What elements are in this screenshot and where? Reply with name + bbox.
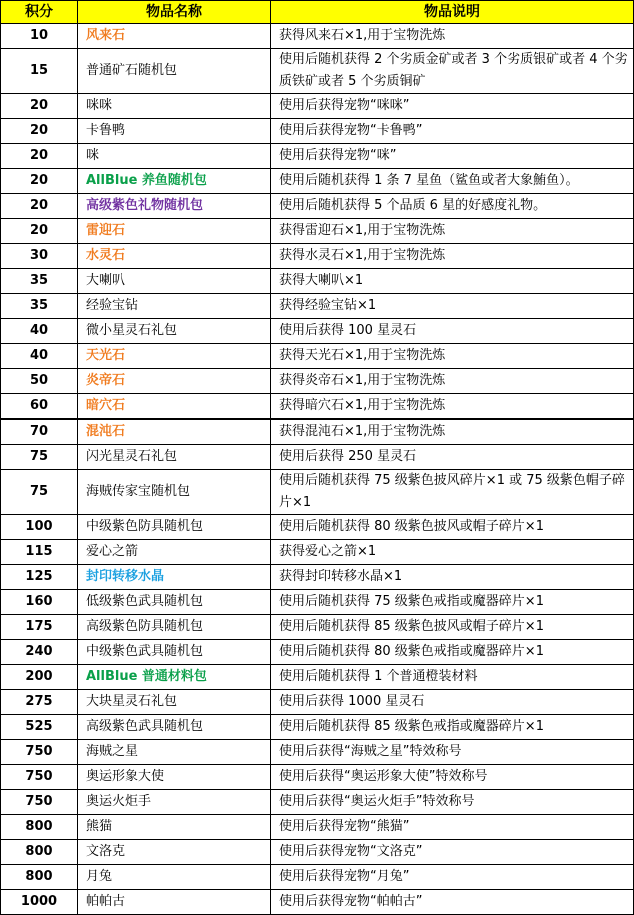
header-item-description: 物品说明	[271, 1, 634, 24]
item-description-cell: 使用后随机获得 75 级紫色戒指或魔器碎片×1	[271, 590, 634, 615]
item-name-cell: 中级紫色武具随机包	[78, 640, 271, 665]
item-name-cell: 奥运火炬手	[78, 790, 271, 815]
table-row	[1, 540, 634, 565]
item-name-cell: 水灵石	[78, 244, 271, 269]
points-cell: 75	[1, 445, 78, 470]
item-description-cell: 获得封印转移水晶×1	[271, 565, 634, 590]
table-row	[1, 470, 634, 515]
item-name-cell: 熊猫	[78, 815, 271, 840]
item-description-cell: 使用后获得宠物“咪咪”	[271, 94, 634, 119]
table-row	[1, 24, 634, 49]
item-name-cell: 高级紫色武具随机包	[78, 715, 271, 740]
header-item-name: 物品名称	[78, 1, 271, 24]
table-row	[1, 244, 634, 269]
table-row	[1, 49, 634, 94]
item-description-cell: 使用后获得“海贼之星”特效称号	[271, 740, 634, 765]
item-name-cell: 普通矿石随机包	[78, 49, 271, 94]
item-name-cell: 大喇叭	[78, 269, 271, 294]
item-description-cell: 使用后获得宠物“卡鲁鸭”	[271, 119, 634, 144]
points-cell: 60	[1, 394, 78, 420]
points-cell: 75	[1, 470, 78, 515]
item-name-cell: 混沌石	[78, 419, 271, 445]
points-cell: 240	[1, 640, 78, 665]
item-description-cell: 获得爱心之箭×1	[271, 540, 634, 565]
item-description-cell: 使用后随机获得 5 个品质 6 星的好感度礼物。	[271, 194, 634, 219]
table-row	[1, 294, 634, 319]
item-name-cell: 文洛克	[78, 840, 271, 865]
item-name-cell: 炎帝石	[78, 369, 271, 394]
item-name-cell: 爱心之箭	[78, 540, 271, 565]
table-body	[1, 24, 634, 915]
points-cell: 15	[1, 49, 78, 94]
item-name-cell: 咪咪	[78, 94, 271, 119]
table-row	[1, 640, 634, 665]
item-name-cell: 微小星灵石礼包	[78, 319, 271, 344]
item-name-cell: 低级紫色武具随机包	[78, 590, 271, 615]
item-description-cell: 获得天光石×1,用于宝物洗炼	[271, 344, 634, 369]
table-row	[1, 369, 634, 394]
item-description-cell: 使用后获得 250 星灵石	[271, 445, 634, 470]
item-description-cell: 使用后随机获得 80 级紫色披风或帽子碎片×1	[271, 515, 634, 540]
item-name-cell: 卡鲁鸭	[78, 119, 271, 144]
points-cell: 35	[1, 294, 78, 319]
table-row	[1, 515, 634, 540]
points-cell: 275	[1, 690, 78, 715]
table-row	[1, 740, 634, 765]
table-row	[1, 890, 634, 915]
points-cell: 50	[1, 369, 78, 394]
item-description-cell: 获得水灵石×1,用于宝物洗炼	[271, 244, 634, 269]
table-row	[1, 419, 634, 445]
item-description-cell: 使用后随机获得 1 条 7 星鱼（鲨鱼或者大象鮪鱼）。	[271, 169, 634, 194]
item-description-cell: 获得经验宝钻×1	[271, 294, 634, 319]
item-description-cell: 使用后获得“奥运火炬手”特效称号	[271, 790, 634, 815]
points-cell: 35	[1, 269, 78, 294]
item-description-cell: 获得暗穴石×1,用于宝物洗炼	[271, 394, 634, 420]
points-cell: 750	[1, 765, 78, 790]
table-row	[1, 715, 634, 740]
points-cell: 800	[1, 815, 78, 840]
points-cell: 20	[1, 169, 78, 194]
points-cell: 70	[1, 419, 78, 445]
item-name-cell: 经验宝钻	[78, 294, 271, 319]
item-name-cell: 高级紫色礼物随机包	[78, 194, 271, 219]
item-description-cell: 使用后随机获得 85 级紫色披风或帽子碎片×1	[271, 615, 634, 640]
item-description-cell: 获得炎帝石×1,用于宝物洗炼	[271, 369, 634, 394]
points-cell: 20	[1, 119, 78, 144]
item-description-cell: 使用后获得宠物“熊猫”	[271, 815, 634, 840]
table-row	[1, 865, 634, 890]
item-name-cell: AllBlue 养鱼随机包	[78, 169, 271, 194]
item-description-cell: 使用后获得宠物“帕帕古”	[271, 890, 634, 915]
item-description-cell: 获得雷迎石×1,用于宝物洗炼	[271, 219, 634, 244]
table-row	[1, 194, 634, 219]
item-name-cell: 大块星灵石礼包	[78, 690, 271, 715]
table-header-row	[1, 1, 634, 24]
table-row	[1, 690, 634, 715]
table-row	[1, 319, 634, 344]
item-description-cell: 使用后获得“奥运形象大使”特效称号	[271, 765, 634, 790]
table-row	[1, 765, 634, 790]
table-row	[1, 119, 634, 144]
points-cell: 525	[1, 715, 78, 740]
points-cell: 200	[1, 665, 78, 690]
points-cell: 160	[1, 590, 78, 615]
item-name-cell: 月兔	[78, 865, 271, 890]
table-row	[1, 169, 634, 194]
table-row	[1, 590, 634, 615]
table-row	[1, 94, 634, 119]
points-cell: 20	[1, 194, 78, 219]
points-cell: 125	[1, 565, 78, 590]
item-description-cell: 使用后获得 1000 星灵石	[271, 690, 634, 715]
item-name-cell: 高级紫色防具随机包	[78, 615, 271, 640]
header-points: 积分	[1, 1, 78, 24]
points-cell: 175	[1, 615, 78, 640]
table-row	[1, 394, 634, 420]
item-name-cell: 奥运形象大使	[78, 765, 271, 790]
item-name-cell: 海贼传家宝随机包	[78, 470, 271, 515]
item-description-cell: 获得风来石×1,用于宝物洗炼	[271, 24, 634, 49]
item-name-cell: 咪	[78, 144, 271, 169]
item-description-cell: 使用后随机获得 2 个劣质金矿或者 3 个劣质银矿或者 4 个劣质铁矿或者 5 个劣质铜矿	[271, 49, 634, 94]
item-name-cell: 封印转移水晶	[78, 565, 271, 590]
item-name-cell: 闪光星灵石礼包	[78, 445, 271, 470]
points-cell: 800	[1, 840, 78, 865]
table-row	[1, 790, 634, 815]
table-row	[1, 615, 634, 640]
item-name-cell: 风来石	[78, 24, 271, 49]
item-description-cell: 使用后获得宠物“月兔”	[271, 865, 634, 890]
points-cell: 20	[1, 94, 78, 119]
item-description-cell: 使用后随机获得 85 级紫色戒指或魔器碎片×1	[271, 715, 634, 740]
table-row	[1, 840, 634, 865]
points-cell: 1000	[1, 890, 78, 915]
item-description-cell: 使用后随机获得 80 级紫色戒指或魔器碎片×1	[271, 640, 634, 665]
item-name-cell: AllBlue 普通材料包	[78, 665, 271, 690]
item-description-cell: 使用后获得宠物“文洛克”	[271, 840, 634, 865]
points-cell: 10	[1, 24, 78, 49]
points-cell: 40	[1, 344, 78, 369]
item-name-cell: 天光石	[78, 344, 271, 369]
points-cell: 800	[1, 865, 78, 890]
table-row	[1, 269, 634, 294]
item-description-cell: 获得混沌石×1,用于宝物洗炼	[271, 419, 634, 445]
item-name-cell: 暗穴石	[78, 394, 271, 420]
points-cell: 40	[1, 319, 78, 344]
table-row	[1, 344, 634, 369]
item-description-cell: 获得大喇叭×1	[271, 269, 634, 294]
points-cell: 750	[1, 790, 78, 815]
points-cell: 20	[1, 144, 78, 169]
item-name-cell: 海贼之星	[78, 740, 271, 765]
points-cell: 30	[1, 244, 78, 269]
table-row	[1, 815, 634, 840]
item-name-cell: 帕帕古	[78, 890, 271, 915]
points-cell: 750	[1, 740, 78, 765]
table-row	[1, 144, 634, 169]
item-description-cell: 使用后随机获得 1 个普通橙装材料	[271, 665, 634, 690]
points-cell: 115	[1, 540, 78, 565]
points-cell: 20	[1, 219, 78, 244]
item-description-cell: 使用后随机获得 75 级紫色披风碎片×1 或 75 级紫色帽子碎片×1	[271, 470, 634, 515]
table-row	[1, 565, 634, 590]
points-cell: 100	[1, 515, 78, 540]
table-row	[1, 665, 634, 690]
item-description-cell: 使用后获得宠物“咪”	[271, 144, 634, 169]
item-name-cell: 中级紫色防具随机包	[78, 515, 271, 540]
item-description-cell: 使用后获得 100 星灵石	[271, 319, 634, 344]
table-row	[1, 445, 634, 470]
table-row	[1, 219, 634, 244]
item-name-cell: 雷迎石	[78, 219, 271, 244]
